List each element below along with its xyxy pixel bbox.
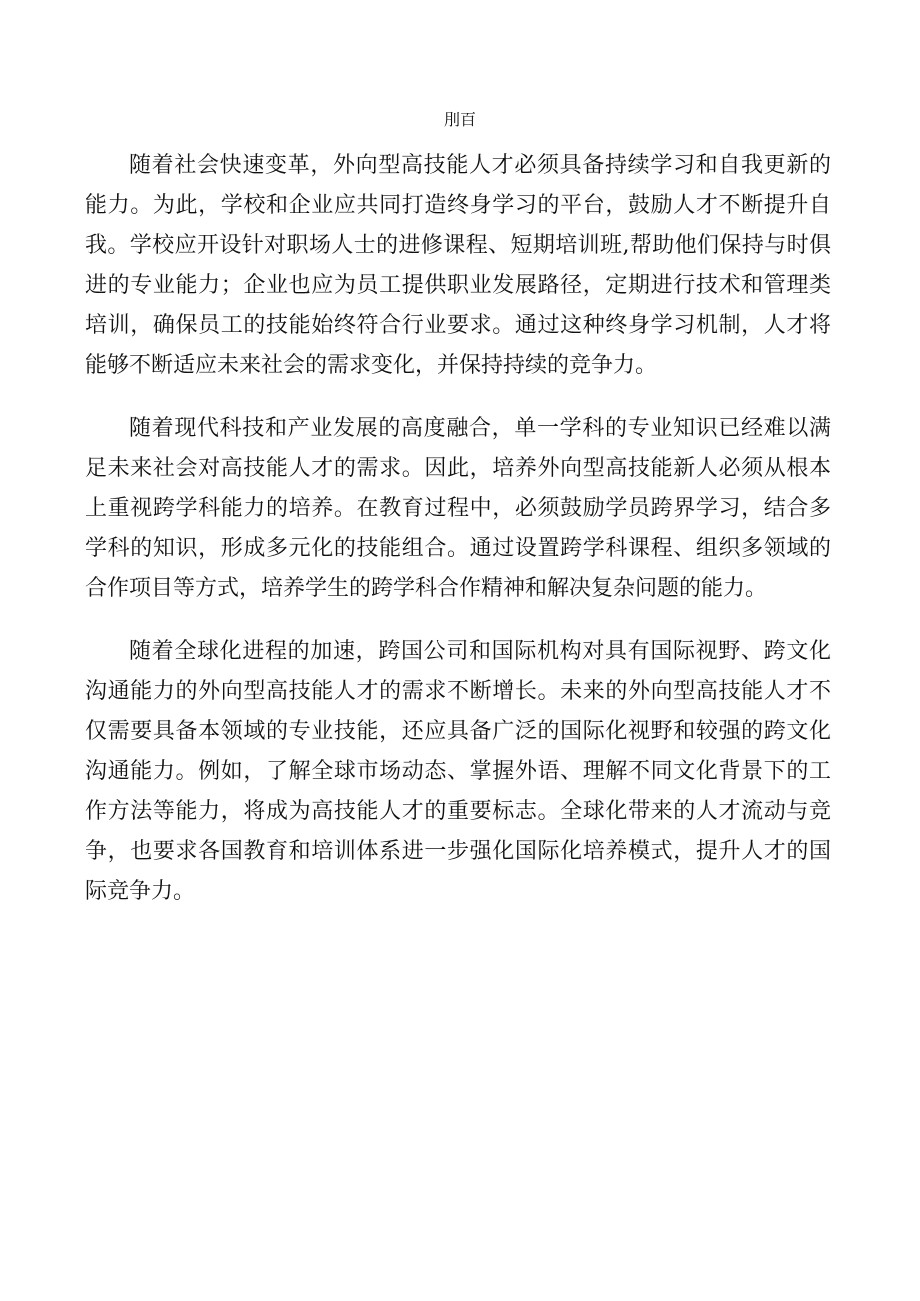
paragraph-globalization: 随着全球化进程的加速，跨国公司和国际机构对具有国际视野、跨文化沟通能力的外向型高技能人才的需求不断增长。未来的外向型高技能人才不仅需要具备本领域的专业技能，还应具备广泛的国际化视野和较强的跨文化沟通能力。例如，了解全球市场动态、掌握外语、理解不同文化背景下的工作方法等能力，将成为高技能人才的重要标志。全球化带来的人才流动与竞争，也要求各国教育和培训体系进一步强化国际化培养模式，提升人才的国际竞争力。 <box>85 639 831 904</box>
paragraph-lifelong-learning: 随着社会快速变革，外向型高技能人才必须具备持续学习和自我更新的能力。为此，学校和企业应共同打造终身学习的平台，鼓励人才不断提升自我。学校应开设针对职场人士的进修课程、短期培训班,帮助他们保持与时俱进的专业能力；企业也应为员工提供职业发展路径，定期进行技术和管理类培训，确保员工的技能始终符合行业要求。通过这种终身学习机制，人才将能够不断适应未来社会的需求变化，并保持持续的竞争力。 <box>85 153 831 378</box>
paragraph-interdisciplinary: 随着现代科技和产业发展的高度融合，单一学科的专业知识已经难以满足未来社会对高技能人才的需求。因此，培养外向型高技能新人必须从根本上重视跨学科能力的培养。在教育过程中，必须鼓励学员跨界学习，结合多学科的知识，形成多元化的技能组合。通过设置跨学科课程、组织多领域的合作项目等方式，培养学生的跨学科合作精神和解决复杂问题的能力。 <box>85 416 831 601</box>
body-text <box>85 146 831 912</box>
page-heading: 刖百 <box>443 110 476 129</box>
